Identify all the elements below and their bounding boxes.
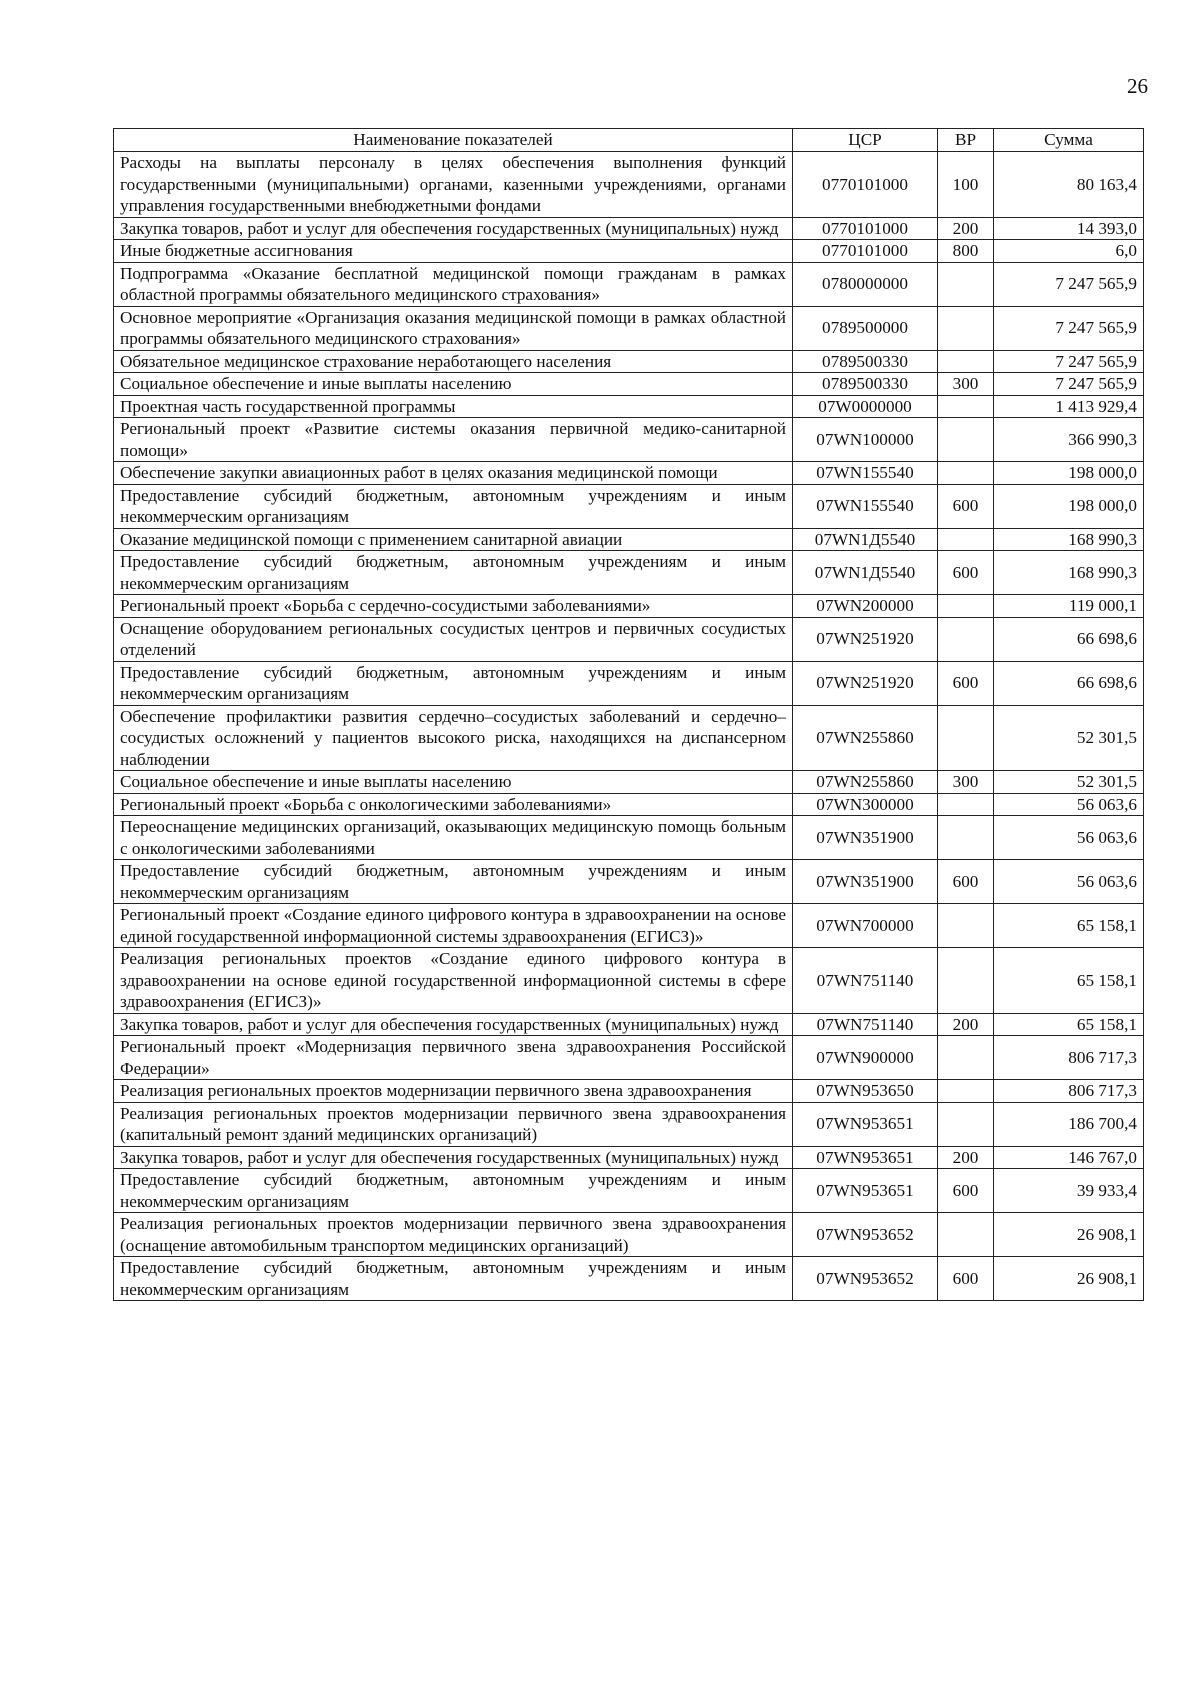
table-row xyxy=(114,1036,1144,1080)
row-sum-cell: 66 698,6 xyxy=(994,617,1144,661)
row-vr-cell: 600 xyxy=(938,484,994,528)
row-csr-cell: 07WN251920 xyxy=(793,661,938,705)
row-name-cell: Предоставление субсидий бюджетным, автономным учреждениям и иным некоммерческим организациям xyxy=(114,484,793,528)
row-vr-cell: 600 xyxy=(938,1257,994,1301)
row-vr-cell: 600 xyxy=(938,860,994,904)
table-row xyxy=(114,1169,1144,1213)
row-csr-cell: 0770101000 xyxy=(793,152,938,218)
table-row xyxy=(114,1146,1144,1169)
row-sum-cell: 6,0 xyxy=(994,240,1144,263)
table-row xyxy=(114,1102,1144,1146)
row-sum-cell: 806 717,3 xyxy=(994,1080,1144,1103)
row-vr-cell xyxy=(938,705,994,771)
row-name-cell: Иные бюджетные ассигнования xyxy=(114,240,793,263)
row-name-cell: Переоснащение медицинских организаций, оказывающих медицинскую помощь больным с онкологическими заболеваниями xyxy=(114,816,793,860)
row-name-cell: Проектная часть государственной программы xyxy=(114,395,793,418)
row-name-cell: Реализация региональных проектов модернизации первичного звена здравоохранения xyxy=(114,1080,793,1103)
row-sum-cell: 56 063,6 xyxy=(994,860,1144,904)
row-vr-cell xyxy=(938,1080,994,1103)
row-sum-cell: 119 000,1 xyxy=(994,595,1144,618)
row-vr-cell xyxy=(938,306,994,350)
table-row xyxy=(114,418,1144,462)
row-vr-cell xyxy=(938,1102,994,1146)
row-csr-cell: 07WN200000 xyxy=(793,595,938,618)
table-row xyxy=(114,771,1144,794)
row-sum-cell: 26 908,1 xyxy=(994,1257,1144,1301)
row-vr-cell xyxy=(938,816,994,860)
row-sum-cell: 80 163,4 xyxy=(994,152,1144,218)
row-name-cell: Реализация региональных проектов модернизации первичного звена здравоохранения (капитальный ремонт зданий медицинских организаций) xyxy=(114,1102,793,1146)
row-csr-cell: 07WN1Д5540 xyxy=(793,551,938,595)
table-row xyxy=(114,1213,1144,1257)
row-csr-cell: 07WN255860 xyxy=(793,705,938,771)
budget-table xyxy=(113,128,1144,1301)
table-row xyxy=(114,617,1144,661)
row-name-cell: Закупка товаров, работ и услуг для обеспечения государственных (муниципальных) нужд xyxy=(114,217,793,240)
row-name-cell: Оказание медицинской помощи с применением санитарной авиации xyxy=(114,528,793,551)
page-number: 26 xyxy=(1127,74,1148,98)
row-vr-cell: 600 xyxy=(938,661,994,705)
row-name-cell: Обеспечение профилактики развития сердечно–сосудистых заболеваний и сердечно–сосудистых осложнений у пациентов высокого риска, находящихся на диспансерном наблюдении xyxy=(114,705,793,771)
table-row xyxy=(114,152,1144,218)
row-csr-cell: 07WN953652 xyxy=(793,1213,938,1257)
row-sum-cell: 7 247 565,9 xyxy=(994,373,1144,396)
row-vr-cell: 200 xyxy=(938,1013,994,1036)
row-sum-cell: 65 158,1 xyxy=(994,1013,1144,1036)
row-name-cell: Предоставление субсидий бюджетным, автономным учреждениям и иным некоммерческим организациям xyxy=(114,1257,793,1301)
row-sum-cell: 146 767,0 xyxy=(994,1146,1144,1169)
row-name-cell: Закупка товаров, работ и услуг для обеспечения государственных (муниципальных) нужд xyxy=(114,1146,793,1169)
row-name-cell: Предоставление субсидий бюджетным, автономным учреждениям и иным некоммерческим организациям xyxy=(114,661,793,705)
table-row xyxy=(114,262,1144,306)
row-sum-cell: 168 990,3 xyxy=(994,528,1144,551)
row-name-cell: Предоставление субсидий бюджетным, автономным учреждениям и иным некоммерческим организациям xyxy=(114,551,793,595)
row-csr-cell: 07WN100000 xyxy=(793,418,938,462)
row-vr-cell xyxy=(938,395,994,418)
row-sum-cell: 7 247 565,9 xyxy=(994,350,1144,373)
table-row xyxy=(114,661,1144,705)
table-row xyxy=(114,1080,1144,1103)
row-vr-cell: 300 xyxy=(938,373,994,396)
table-row xyxy=(114,793,1144,816)
row-csr-cell: 0789500330 xyxy=(793,373,938,396)
row-csr-cell: 07WN953652 xyxy=(793,1257,938,1301)
row-sum-cell: 366 990,3 xyxy=(994,418,1144,462)
row-csr-cell: 07WN351900 xyxy=(793,860,938,904)
row-vr-cell xyxy=(938,418,994,462)
row-name-cell: Региональный проект «Борьба с сердечно-сосудистыми заболеваниями» xyxy=(114,595,793,618)
row-vr-cell: 200 xyxy=(938,1146,994,1169)
row-vr-cell: 800 xyxy=(938,240,994,263)
row-vr-cell: 200 xyxy=(938,217,994,240)
row-sum-cell: 186 700,4 xyxy=(994,1102,1144,1146)
row-name-cell: Региональный проект «Развитие системы оказания первичной медико-санитарной помощи» xyxy=(114,418,793,462)
row-sum-cell: 65 158,1 xyxy=(994,948,1144,1014)
row-name-cell: Основное мероприятие «Организация оказания медицинской помощи в рамках областной программы обязательного медицинского страхования» xyxy=(114,306,793,350)
row-csr-cell: 07WN300000 xyxy=(793,793,938,816)
row-csr-cell: 07WN751140 xyxy=(793,1013,938,1036)
row-csr-cell: 0789500000 xyxy=(793,306,938,350)
row-csr-cell: 07W0000000 xyxy=(793,395,938,418)
row-vr-cell xyxy=(938,595,994,618)
row-name-cell: Региональный проект «Борьба с онкологическими заболеваниями» xyxy=(114,793,793,816)
table-row xyxy=(114,904,1144,948)
row-sum-cell: 65 158,1 xyxy=(994,904,1144,948)
row-csr-cell: 07WN351900 xyxy=(793,816,938,860)
row-csr-cell: 0789500330 xyxy=(793,350,938,373)
row-sum-cell: 168 990,3 xyxy=(994,551,1144,595)
row-csr-cell: 07WN251920 xyxy=(793,617,938,661)
row-name-cell: Социальное обеспечение и иные выплаты населению xyxy=(114,771,793,794)
row-vr-cell xyxy=(938,262,994,306)
row-sum-cell: 7 247 565,9 xyxy=(994,262,1144,306)
table-row xyxy=(114,306,1144,350)
row-csr-cell: 0770101000 xyxy=(793,217,938,240)
table-row xyxy=(114,240,1144,263)
row-csr-cell: 07WN900000 xyxy=(793,1036,938,1080)
row-vr-cell xyxy=(938,462,994,485)
row-vr-cell xyxy=(938,948,994,1014)
table-row xyxy=(114,816,1144,860)
row-csr-cell: 07WN751140 xyxy=(793,948,938,1014)
header-csr: ЦСР xyxy=(793,129,938,152)
row-vr-cell: 600 xyxy=(938,1169,994,1213)
row-name-cell: Закупка товаров, работ и услуг для обеспечения государственных (муниципальных) нужд xyxy=(114,1013,793,1036)
row-vr-cell: 600 xyxy=(938,551,994,595)
row-vr-cell xyxy=(938,904,994,948)
row-sum-cell: 14 393,0 xyxy=(994,217,1144,240)
row-name-cell: Предоставление субсидий бюджетным, автономным учреждениям и иным некоммерческим организациям xyxy=(114,860,793,904)
row-sum-cell: 66 698,6 xyxy=(994,661,1144,705)
table-row xyxy=(114,1013,1144,1036)
table-row xyxy=(114,484,1144,528)
row-name-cell: Оснащение оборудованием региональных сосудистых центров и первичных сосудистых отделений xyxy=(114,617,793,661)
row-name-cell: Социальное обеспечение и иные выплаты населению xyxy=(114,373,793,396)
row-sum-cell: 39 933,4 xyxy=(994,1169,1144,1213)
row-name-cell: Обязательное медицинское страхование неработающего населения xyxy=(114,350,793,373)
row-vr-cell xyxy=(938,617,994,661)
table-body xyxy=(114,152,1144,1301)
table-header-row xyxy=(114,129,1144,152)
row-name-cell: Реализация региональных проектов «Создание единого цифрового контура в здравоохранении на основе единой государственной информационной системы в сфере здравоохранения (ЕГИСЗ)» xyxy=(114,948,793,1014)
row-sum-cell: 56 063,6 xyxy=(994,793,1144,816)
row-csr-cell: 07WN953650 xyxy=(793,1080,938,1103)
row-csr-cell: 0770101000 xyxy=(793,240,938,263)
row-sum-cell: 198 000,0 xyxy=(994,484,1144,528)
row-name-cell: Подпрограмма «Оказание бесплатной медицинской помощи гражданам в рамках областной программы обязательного медицинского страхования» xyxy=(114,262,793,306)
table-row xyxy=(114,705,1144,771)
row-sum-cell: 52 301,5 xyxy=(994,705,1144,771)
row-csr-cell: 07WN953651 xyxy=(793,1146,938,1169)
row-sum-cell: 26 908,1 xyxy=(994,1213,1144,1257)
row-name-cell: Предоставление субсидий бюджетным, автономным учреждениям и иным некоммерческим организациям xyxy=(114,1169,793,1213)
row-name-cell: Обеспечение закупки авиационных работ в целях оказания медицинской помощи xyxy=(114,462,793,485)
row-vr-cell xyxy=(938,1213,994,1257)
table-row xyxy=(114,551,1144,595)
row-sum-cell: 1 413 929,4 xyxy=(994,395,1144,418)
row-sum-cell: 198 000,0 xyxy=(994,462,1144,485)
table-row xyxy=(114,948,1144,1014)
row-sum-cell: 7 247 565,9 xyxy=(994,306,1144,350)
row-csr-cell: 07WN953651 xyxy=(793,1169,938,1213)
table-row xyxy=(114,860,1144,904)
table-row xyxy=(114,462,1144,485)
header-sum: Сумма xyxy=(994,129,1144,152)
table-row xyxy=(114,373,1144,396)
row-name-cell: Реализация региональных проектов модернизации первичного звена здравоохранения (оснащение автомобильным транспортом медицинских организаций) xyxy=(114,1213,793,1257)
table-row xyxy=(114,528,1144,551)
row-vr-cell xyxy=(938,350,994,373)
table-row xyxy=(114,350,1144,373)
row-name-cell: Расходы на выплаты персоналу в целях обеспечения выполнения функций государственными (муниципальными) органами, казенными учреждениями, органами управления государственными внебюджетными фондами xyxy=(114,152,793,218)
table-row xyxy=(114,1257,1144,1301)
row-csr-cell: 0780000000 xyxy=(793,262,938,306)
row-vr-cell xyxy=(938,793,994,816)
row-name-cell: Региональный проект «Создание единого цифрового контура в здравоохранении на основе единой государственной информационной системы здравоохранения (ЕГИСЗ)» xyxy=(114,904,793,948)
row-sum-cell: 52 301,5 xyxy=(994,771,1144,794)
row-vr-cell: 100 xyxy=(938,152,994,218)
row-csr-cell: 07WN155540 xyxy=(793,484,938,528)
row-sum-cell: 56 063,6 xyxy=(994,816,1144,860)
header-name: Наименование показателей xyxy=(114,129,793,152)
row-vr-cell: 300 xyxy=(938,771,994,794)
header-vr: ВР xyxy=(938,129,994,152)
table-row xyxy=(114,395,1144,418)
row-csr-cell: 07WN155540 xyxy=(793,462,938,485)
row-vr-cell xyxy=(938,528,994,551)
row-name-cell: Региональный проект «Модернизация первичного звена здравоохранения Российской Федерации» xyxy=(114,1036,793,1080)
row-csr-cell: 07WN1Д5540 xyxy=(793,528,938,551)
row-vr-cell xyxy=(938,1036,994,1080)
row-csr-cell: 07WN953651 xyxy=(793,1102,938,1146)
table-row xyxy=(114,595,1144,618)
row-sum-cell: 806 717,3 xyxy=(994,1036,1144,1080)
table-row xyxy=(114,217,1144,240)
row-csr-cell: 07WN255860 xyxy=(793,771,938,794)
row-csr-cell: 07WN700000 xyxy=(793,904,938,948)
